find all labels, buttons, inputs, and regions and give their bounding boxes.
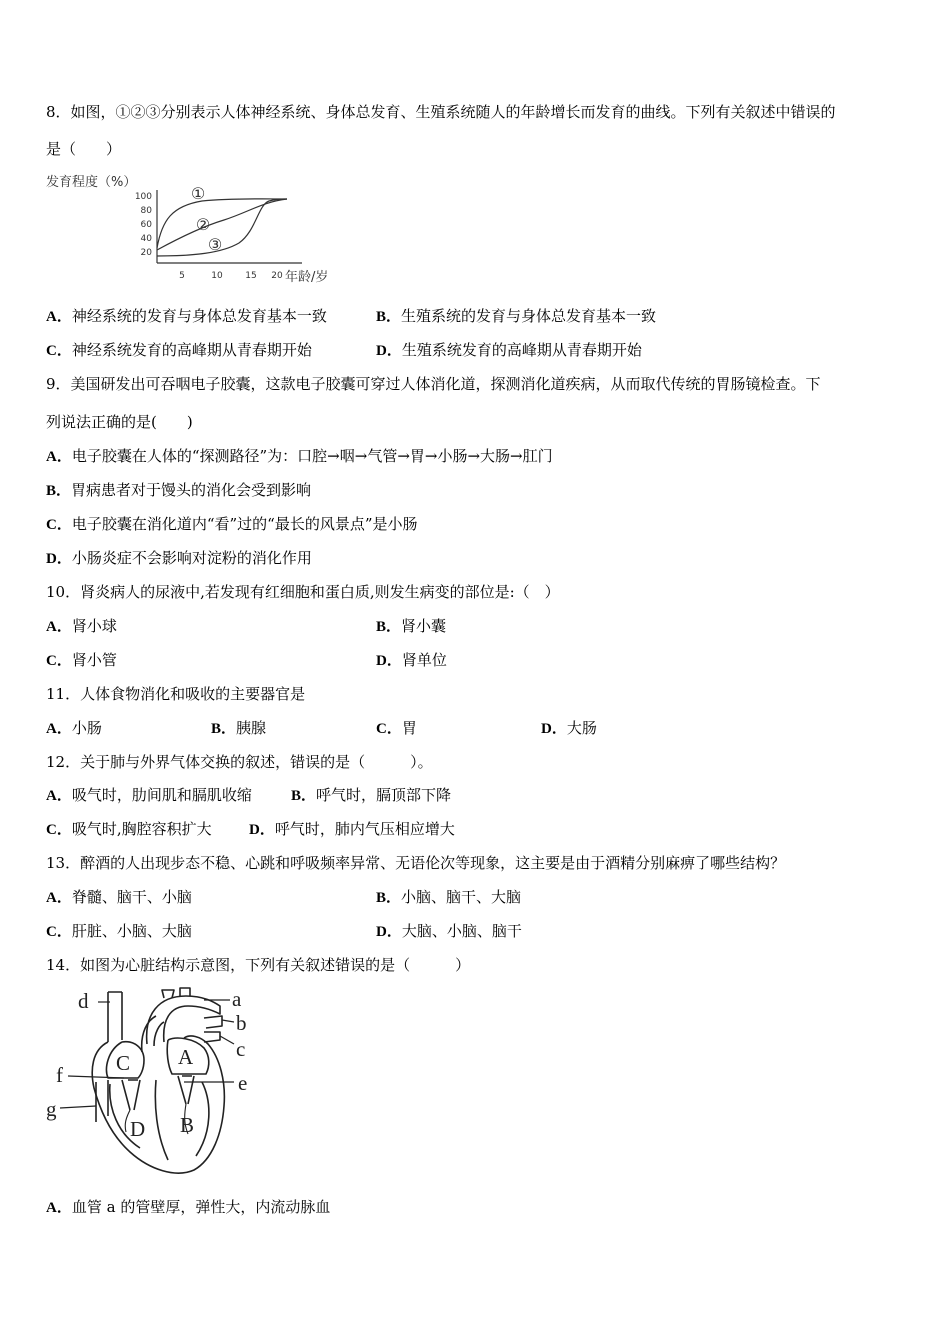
chart-xtick: 15 <box>245 271 257 281</box>
pulmonary-veins <box>204 1016 222 1042</box>
option-letter: D． <box>376 924 402 940</box>
q14-stem: 14．如图为心脏结构示意图，下列有关叙述错误的是（ ） <box>46 956 471 974</box>
label-e: e <box>238 1071 248 1095</box>
label-chamber-B: B <box>180 1113 195 1137</box>
q12-option-d <box>249 819 455 840</box>
label-chamber-A: A <box>178 1045 194 1069</box>
option-text: 吸气时,胸腔容积扩大 <box>71 820 212 838</box>
option-text: 胰腺 <box>236 719 267 737</box>
q14-heart-diagram <box>44 984 266 1184</box>
heart-outline <box>92 1036 224 1173</box>
option-text: 肝脏、小脑、大脑 <box>71 922 192 940</box>
option-letter: C． <box>46 653 72 669</box>
q13-option-b <box>376 887 521 908</box>
option-text: 大肠 <box>566 719 597 737</box>
leader-b <box>222 1020 234 1022</box>
chart-xtick: 10 <box>211 271 223 281</box>
q11-option-b <box>211 718 266 739</box>
option-letter: D． <box>541 721 567 737</box>
option-letter: A． <box>46 309 72 325</box>
option-text: 肾小囊 <box>401 617 447 635</box>
q12-option-a <box>46 785 252 806</box>
q10-option-d <box>376 650 447 671</box>
option-text: 生殖系统发育的高峰期从青春期开始 <box>401 341 642 359</box>
q8-development-chart <box>44 168 364 286</box>
q9-option-a <box>46 446 553 467</box>
option-text: 大脑、小脑、脑干 <box>401 922 522 940</box>
chart-ytick: 40 <box>140 234 152 244</box>
option-letter: C． <box>46 924 72 940</box>
q8-option-b <box>376 306 656 327</box>
q9-option-c <box>46 514 418 535</box>
option-letter: B． <box>376 309 402 325</box>
valve-f <box>122 1080 140 1110</box>
option-letter: A． <box>46 721 72 737</box>
option-letter: D． <box>376 343 402 359</box>
option-text: 神经系统的发育与身体总发育基本一致 <box>71 307 327 325</box>
label-a: a <box>232 987 242 1011</box>
q10-option-c <box>46 650 117 671</box>
q9-stem-line1: 9．美国研发出可吞咽电子胶囊，这款电子胶囊可穿过人体消化道，探测消化道疾病，从而取代传统的胃肠镜检查。下 <box>46 375 821 393</box>
left-ventricle-wall <box>196 1082 209 1156</box>
option-text: 小肠炎症不会影响对淀粉的消化作用 <box>71 549 312 567</box>
q8-stem-line2: 是（ ） <box>46 140 122 158</box>
valve-e <box>178 1076 194 1104</box>
label-chamber-C: C <box>116 1051 131 1075</box>
leader-g <box>60 1106 96 1108</box>
option-text: 胃病患者对于馒头的消化会受到影响 <box>71 481 312 499</box>
aorta <box>147 996 220 1044</box>
chart-ylabel: 发育程度（%） <box>46 175 137 190</box>
pulmonary-artery <box>142 1016 164 1052</box>
option-text: 肾单位 <box>401 651 447 669</box>
q10-stem: 10．肾炎病人的尿液中,若发现有红细胞和蛋白质,则发生病变的部位是:（ ） <box>46 583 560 601</box>
chart-ytick: 80 <box>140 206 152 216</box>
option-letter: D． <box>376 653 402 669</box>
q11-option-d <box>541 718 597 739</box>
curve-label-3: ③ <box>207 235 223 254</box>
option-letter: B． <box>291 788 317 804</box>
leader-f <box>68 1076 124 1078</box>
leader-c <box>220 1036 234 1044</box>
option-letter: D． <box>249 822 275 838</box>
option-text: 吸气时，肋间肌和膈肌收缩 <box>71 786 252 804</box>
q11-stem: 11．人体食物消化和吸收的主要器官是 <box>46 685 306 703</box>
label-d: d <box>78 989 89 1013</box>
q12-option-b <box>291 785 451 806</box>
q8-option-d <box>376 340 642 361</box>
option-text: 呼气时，肺内气压相应增大 <box>274 820 455 838</box>
q8-option-a <box>46 306 327 327</box>
chart-xlabel: 年龄/岁 <box>285 270 329 285</box>
option-text: 胃 <box>401 719 417 737</box>
q13-option-a <box>46 887 192 908</box>
curve-label-2: ② <box>195 215 211 234</box>
label-c: c <box>236 1037 246 1061</box>
q8-stem-line1: 8．如图，①②③分别表示人体神经系统、身体总发育、生殖系统随人的年龄增长而发育的曲线。下列有关叙述中错误的 <box>46 103 836 121</box>
q8-option-c <box>46 340 312 361</box>
option-text: 小肠 <box>71 719 102 737</box>
superior-vena-cava <box>108 992 122 1042</box>
option-letter: A． <box>46 788 72 804</box>
label-g: g <box>46 1097 57 1121</box>
q10-option-b <box>376 616 446 637</box>
option-text: 电子胶囊在消化道内“看”过的“最长的风景点”是小肠 <box>71 515 418 533</box>
q9-option-d <box>46 548 312 569</box>
chart-ytick: 20 <box>140 248 152 258</box>
option-text: 电子胶囊在人体的“探测路径”为：口腔→咽→气管→胃→小肠→大肠→肛门 <box>71 447 553 465</box>
option-text: 神经系统发育的高峰期从青春期开始 <box>71 341 312 359</box>
option-letter: A． <box>46 619 72 635</box>
q13-stem: 13．醉酒的人出现步态不稳、心跳和呼吸频率异常、无语伦次等现象，这主要是由于酒精分别麻痹了哪些结构？ <box>46 854 786 872</box>
option-letter: C． <box>376 721 402 737</box>
chart-ytick: 100 <box>134 192 152 202</box>
option-letter: D． <box>46 551 72 567</box>
q9-stem-line2: 列说法正确的是( ) <box>46 413 193 431</box>
option-text: 肾小球 <box>71 617 117 635</box>
q14-option-a <box>46 1197 330 1218</box>
q13-option-d <box>376 921 522 942</box>
q9-option-b <box>46 480 311 501</box>
option-text: 呼气时，膈顶部下降 <box>316 786 452 804</box>
q11-option-a <box>46 718 102 739</box>
q10-option-a <box>46 616 117 637</box>
septum <box>155 1080 168 1160</box>
label-f: f <box>56 1063 63 1087</box>
option-text: 脊髓、脑干、小脑 <box>71 888 192 906</box>
option-letter: C． <box>46 517 72 533</box>
option-letter: A． <box>46 890 72 906</box>
curve-label-1: ① <box>190 184 206 203</box>
option-letter: B． <box>46 483 72 499</box>
option-letter: A． <box>46 449 72 465</box>
option-text: 血管 a 的管壁厚，弹性大，内流动脉血 <box>71 1198 331 1216</box>
option-text: 小脑、脑干、大脑 <box>401 888 522 906</box>
option-text: 生殖系统的发育与身体总发育基本一致 <box>401 307 657 325</box>
option-letter: B． <box>376 619 402 635</box>
q12-stem: 12．关于肺与外界气体交换的叙述，错误的是（ ）。 <box>46 753 433 771</box>
option-letter: B． <box>211 721 237 737</box>
q12-option-c <box>46 819 212 840</box>
option-letter: C． <box>46 343 72 359</box>
chart-ytick: 60 <box>140 220 152 230</box>
chart-xtick: 20 <box>271 271 283 281</box>
chart-xtick: 5 <box>179 271 185 281</box>
label-chamber-D: D <box>130 1117 146 1141</box>
label-b: b <box>236 1011 247 1035</box>
q13-option-c <box>46 921 192 942</box>
option-letter: B． <box>376 890 402 906</box>
option-text: 肾小管 <box>71 651 117 669</box>
option-letter: C． <box>46 822 72 838</box>
q11-option-c <box>376 718 417 739</box>
option-letter: A． <box>46 1200 72 1216</box>
